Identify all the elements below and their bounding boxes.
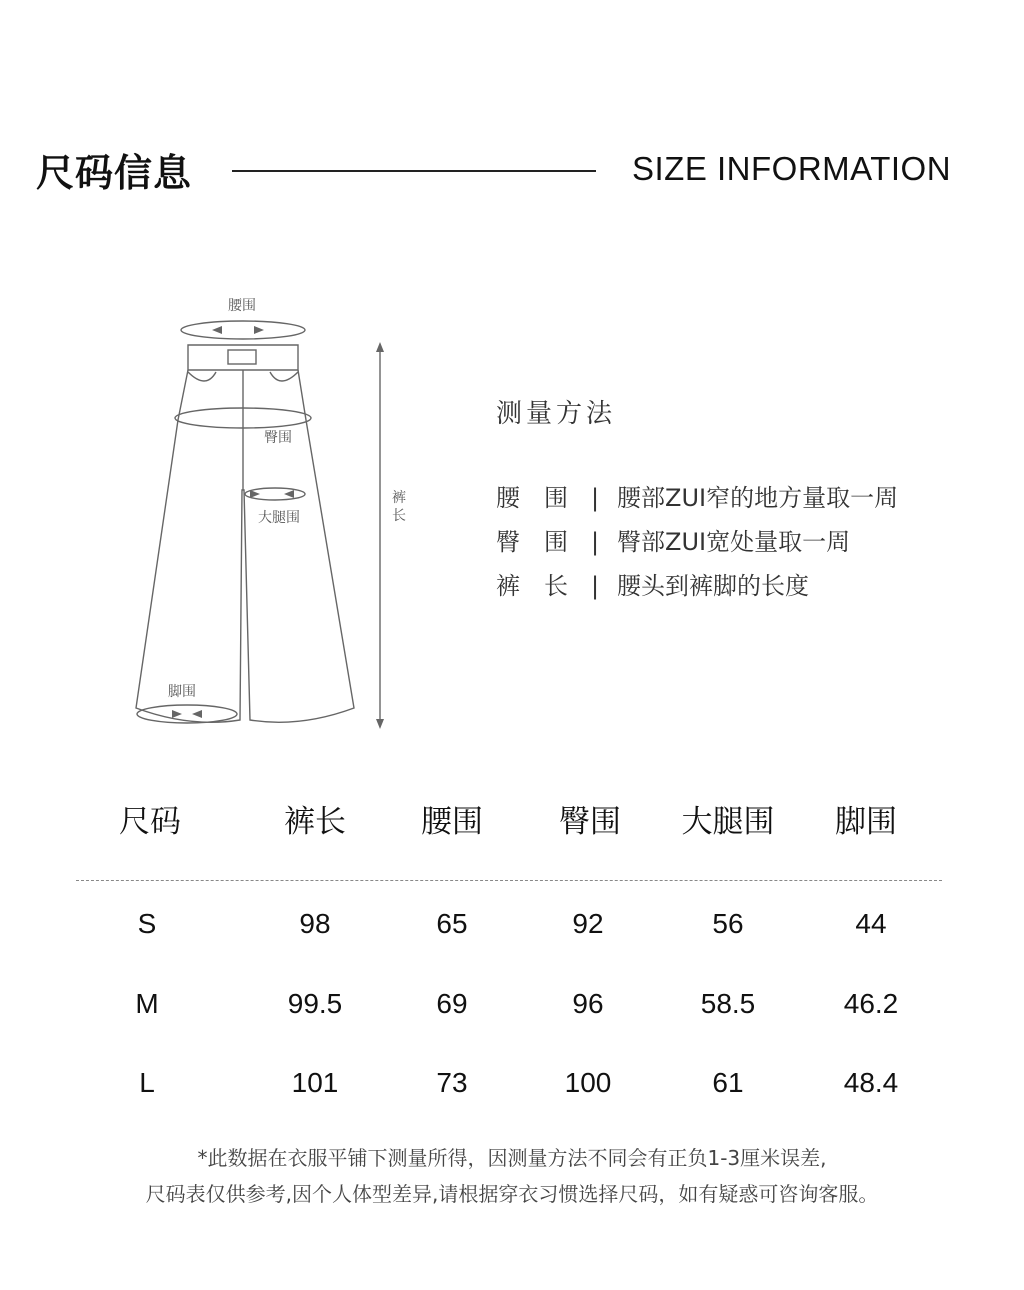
button-tab [228, 350, 256, 364]
method-term: 腰 围 [496, 484, 568, 512]
table-cell: 61 [712, 1067, 744, 1098]
length-label-top: 裤 [392, 490, 406, 506]
header-waist: 腰围 [421, 804, 483, 840]
method-separator: | [591, 572, 600, 600]
table-cell: S [137, 908, 157, 939]
page-title-en: SIZE INFORMATION [632, 150, 952, 187]
method-separator: | [591, 484, 600, 512]
table-cell: 65 [436, 908, 468, 939]
disclaimer-line-1: *此数据在衣服平铺下测量所得，因测量方法不同会有正负1-3厘米误差, [197, 1146, 827, 1170]
table-cell: 44 [855, 908, 887, 939]
waist-label: 腰围 [228, 298, 256, 314]
table-cell: 46.2 [843, 988, 899, 1019]
page-title-cn: 尺码信息 [36, 151, 193, 195]
header-size: 尺码 [119, 804, 181, 840]
method-term: 臀 围 [496, 528, 568, 556]
waist-measure-ellipse [181, 321, 305, 339]
table-divider [76, 880, 942, 881]
table-cell: 73 [436, 1067, 468, 1098]
table-cell: 101 [291, 1067, 339, 1098]
method-separator: | [591, 528, 600, 556]
waistband [188, 345, 298, 370]
disclaimer-line-2: 尺码表仅供参考,因个人体型差异,请根据穿衣习惯选择尺码，如有疑惑可咨询客服。 [145, 1182, 879, 1206]
method-title: 测量方法 [496, 399, 617, 429]
table-cell: 92 [572, 908, 604, 939]
method-desc: 臀部ZUI宽处量取一周 [617, 528, 851, 556]
table-cell: M [135, 988, 159, 1019]
header-hip: 臀围 [559, 804, 621, 840]
table-cell: 69 [436, 988, 468, 1019]
method-row-hip [496, 522, 850, 557]
hem-label: 脚围 [168, 684, 196, 700]
pants-outline [136, 370, 354, 722]
thigh-label: 大腿围 [258, 510, 300, 526]
method-term: 裤 长 [496, 572, 568, 600]
table-cell: 100 [564, 1067, 612, 1098]
header-length: 裤长 [284, 804, 346, 840]
table-cell: 58.5 [700, 988, 756, 1019]
table-cell: 48.4 [843, 1067, 899, 1098]
table-cell: L [139, 1067, 155, 1098]
method-desc: 腰部ZUI窄的地方量取一周 [617, 484, 899, 512]
title-divider [232, 170, 596, 172]
method-row-waist [496, 478, 898, 513]
table-cell: 99.5 [287, 988, 343, 1019]
pants-measurement-diagram [120, 290, 420, 750]
header-hem: 脚围 [835, 804, 897, 840]
method-desc: 腰头到裤脚的长度 [617, 572, 809, 600]
table-cell: 56 [712, 908, 744, 939]
table-cell: 98 [299, 908, 331, 939]
method-row-length [496, 566, 809, 601]
hip-label: 臀围 [264, 430, 292, 446]
table-cell: 96 [572, 988, 604, 1019]
header-thigh: 大腿围 [681, 804, 775, 840]
length-label-bottom: 长 [392, 508, 406, 524]
